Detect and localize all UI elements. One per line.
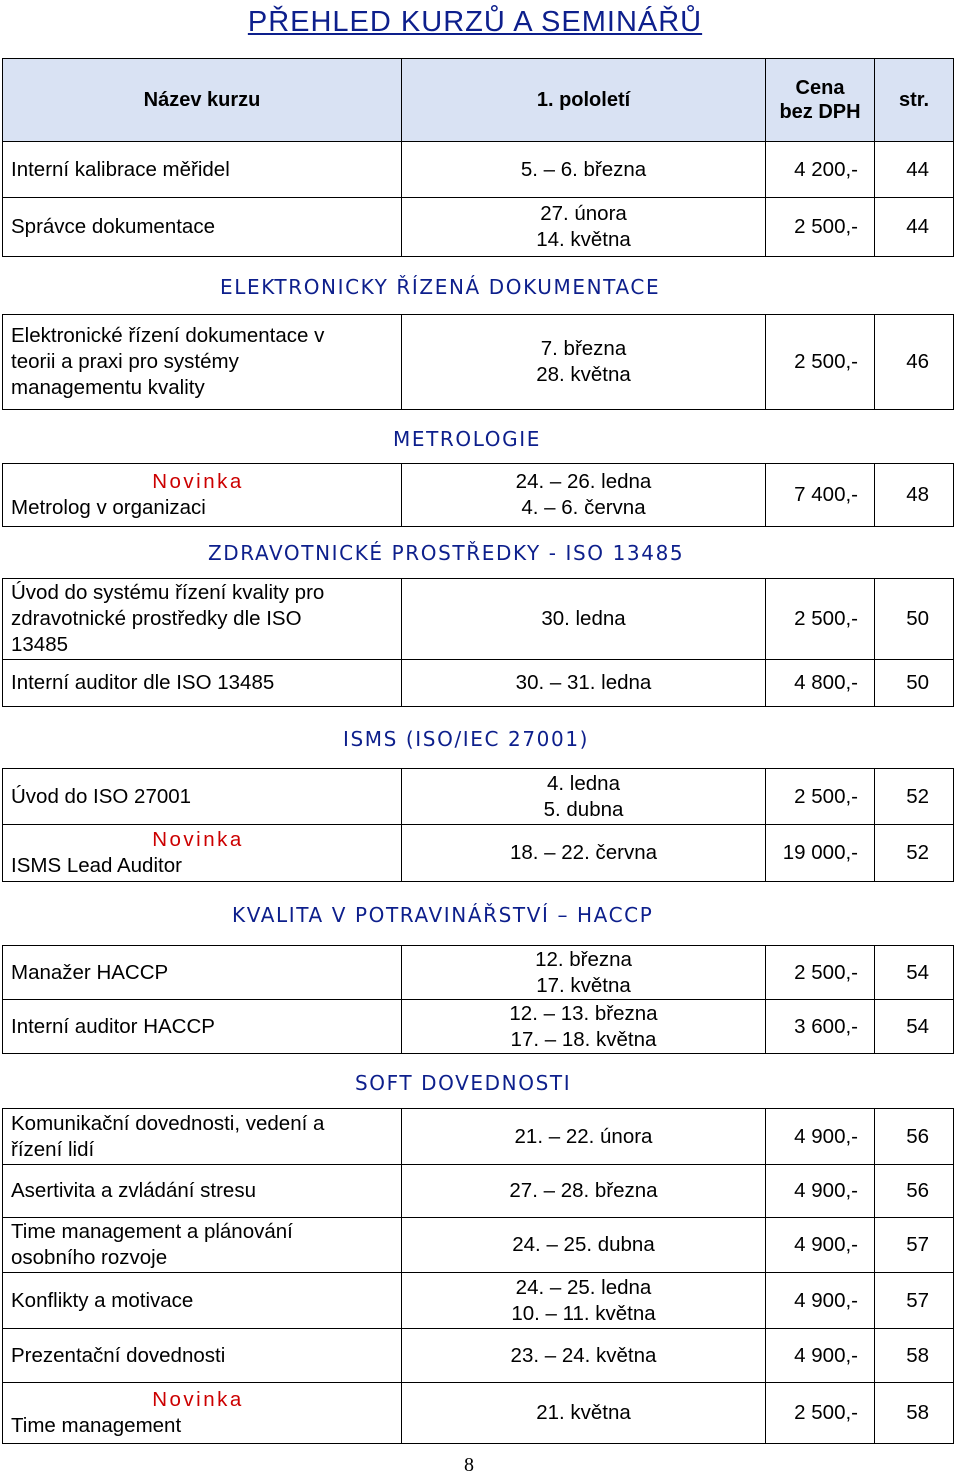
section-heading-food: KVALITA V POTRAVINÁŘSTVÍ – HACCP — [232, 903, 654, 927]
course-page: 54 — [874, 999, 954, 1054]
novinka-badge: Novinka — [152, 828, 244, 851]
course-price: 4 900,- — [765, 1328, 875, 1383]
course-page: 57 — [874, 1272, 954, 1329]
name-line: teorii a praxi pro systémy — [11, 350, 239, 373]
course-page: 48 — [874, 463, 954, 527]
course-name: Správce dokumentace — [2, 197, 402, 257]
name-line: Komunikační dovednosti, vedení a — [11, 1111, 325, 1135]
course-page: 52 — [874, 824, 954, 882]
course-price: 2 500,- — [765, 197, 875, 257]
course-name: Manažer HACCP — [2, 945, 402, 1000]
course-page: 56 — [874, 1108, 954, 1165]
course-date — [401, 1272, 766, 1329]
name-line: Úvod do systému řízení kvality pro — [11, 581, 325, 604]
course-name: Interní auditor dle ISO 13485 — [2, 659, 402, 707]
date-line: 17. května — [536, 973, 631, 997]
date-line: 5. dubna — [543, 797, 624, 821]
name-line: Time management — [11, 1414, 182, 1437]
header-price — [765, 58, 875, 142]
footer-page-number: 8 — [464, 1454, 474, 1476]
course-price: 3 600,- — [765, 999, 875, 1054]
name-line: osobního rozvoje — [11, 1246, 168, 1269]
course-price: 4 900,- — [765, 1164, 875, 1218]
course-date — [401, 463, 766, 527]
date-line: 7. března — [540, 337, 627, 360]
date-line: 10. – 11. května — [511, 1301, 656, 1325]
course-price: 4 800,- — [765, 659, 875, 707]
date-line: 17. – 18. května — [510, 1027, 657, 1051]
course-date — [401, 999, 766, 1054]
course-date: 23. – 24. května — [401, 1328, 766, 1383]
header-semester: 1. pololetí — [401, 58, 766, 142]
course-price: 4 200,- — [765, 141, 875, 198]
course-price: 2 500,- — [765, 768, 875, 825]
date-line: 4. – 6. června — [521, 496, 646, 519]
course-date: 5. – 6. března — [401, 141, 766, 198]
course-date — [401, 768, 766, 825]
course-page: 46 — [874, 314, 954, 410]
course-name — [2, 578, 402, 660]
course-page: 52 — [874, 768, 954, 825]
course-price: 4 900,- — [765, 1272, 875, 1329]
course-price: 2 500,- — [765, 578, 875, 660]
date-line: 12. března — [535, 947, 632, 971]
novinka-badge: Novinka — [152, 470, 244, 493]
course-date — [401, 314, 766, 410]
course-date: 30. – 31. ledna — [401, 659, 766, 707]
course-page: 44 — [874, 141, 954, 198]
date-line: 4. ledna — [547, 771, 620, 795]
course-page: 58 — [874, 1382, 954, 1444]
course-name: Prezentační dovednosti — [2, 1328, 402, 1383]
page-title: PŘEHLED KURZŮ A SEMINÁŘŮ — [247, 6, 703, 38]
course-date: 24. – 25. dubna — [401, 1217, 766, 1273]
header-course-name: Název kurzu — [2, 58, 402, 142]
date-line: 12. – 13. března — [509, 1001, 658, 1025]
section-heading-electronic: ELEKTRONICKY ŘÍZENÁ DOKUMENTACE — [220, 275, 661, 299]
course-price: 4 900,- — [765, 1108, 875, 1165]
header-price-line2: bez DPH — [779, 101, 861, 123]
name-line: 13485 — [11, 633, 69, 656]
course-name — [2, 1108, 402, 1165]
course-page: 56 — [874, 1164, 954, 1218]
course-name: Interní auditor HACCP — [2, 999, 402, 1054]
course-price: 7 400,- — [765, 463, 875, 527]
course-page: 54 — [874, 945, 954, 1000]
date-line: 27. února — [540, 202, 627, 225]
course-name: Konflikty a motivace — [2, 1272, 402, 1329]
course-name — [2, 1217, 402, 1273]
course-name: Úvod do ISO 27001 — [2, 768, 402, 825]
name-line: Metrolog v organizaci — [11, 496, 206, 519]
course-name: Asertivita a zvládání stresu — [2, 1164, 402, 1218]
date-line: 14. května — [536, 228, 631, 251]
section-heading-medical: ZDRAVOTNICKÉ PROSTŘEDKY - ISO 13485 — [208, 541, 685, 565]
course-date — [401, 197, 766, 257]
course-price: 2 500,- — [765, 314, 875, 410]
course-date: 27. – 28. března — [401, 1164, 766, 1218]
course-price: 2 500,- — [765, 1382, 875, 1444]
course-date: 21. května — [401, 1382, 766, 1444]
date-line: 28. května — [536, 363, 631, 386]
name-line: zdravotnické prostředky dle ISO — [11, 607, 302, 630]
name-line: ISMS Lead Auditor — [11, 854, 182, 877]
name-line: managementu kvality — [11, 376, 205, 399]
section-heading-isms: ISMS (ISO/IEC 27001) — [343, 727, 590, 751]
novinka-badge: Novinka — [152, 1388, 244, 1411]
section-heading-soft: SOFT DOVEDNOSTI — [355, 1071, 572, 1095]
section-heading-metrology: METROLOGIE — [393, 427, 541, 451]
course-price: 19 000,- — [765, 824, 875, 882]
course-date: 30. ledna — [401, 578, 766, 660]
course-date: 21. – 22. února — [401, 1108, 766, 1165]
name-line: Elektronické řízení dokumentace v — [11, 324, 325, 347]
name-line: Time management a plánování — [11, 1220, 293, 1243]
course-name: Interní kalibrace měřidel — [2, 141, 402, 198]
course-page: 57 — [874, 1217, 954, 1273]
course-date — [401, 945, 766, 1000]
course-page: 50 — [874, 659, 954, 707]
course-name — [2, 314, 402, 410]
header-price-line1: Cena — [795, 77, 845, 99]
course-name — [2, 463, 402, 527]
course-page: 44 — [874, 197, 954, 257]
course-price: 2 500,- — [765, 945, 875, 1000]
date-line: 24. – 26. ledna — [515, 470, 652, 493]
course-price: 4 900,- — [765, 1217, 875, 1273]
date-line: 24. – 25. ledna — [515, 1275, 652, 1299]
course-name — [2, 1382, 402, 1444]
course-page: 58 — [874, 1328, 954, 1383]
course-page: 50 — [874, 578, 954, 660]
course-date: 18. – 22. června — [401, 824, 766, 882]
header-page: str. — [874, 58, 954, 142]
course-name — [2, 824, 402, 882]
name-line: řízení lidí — [11, 1137, 95, 1161]
